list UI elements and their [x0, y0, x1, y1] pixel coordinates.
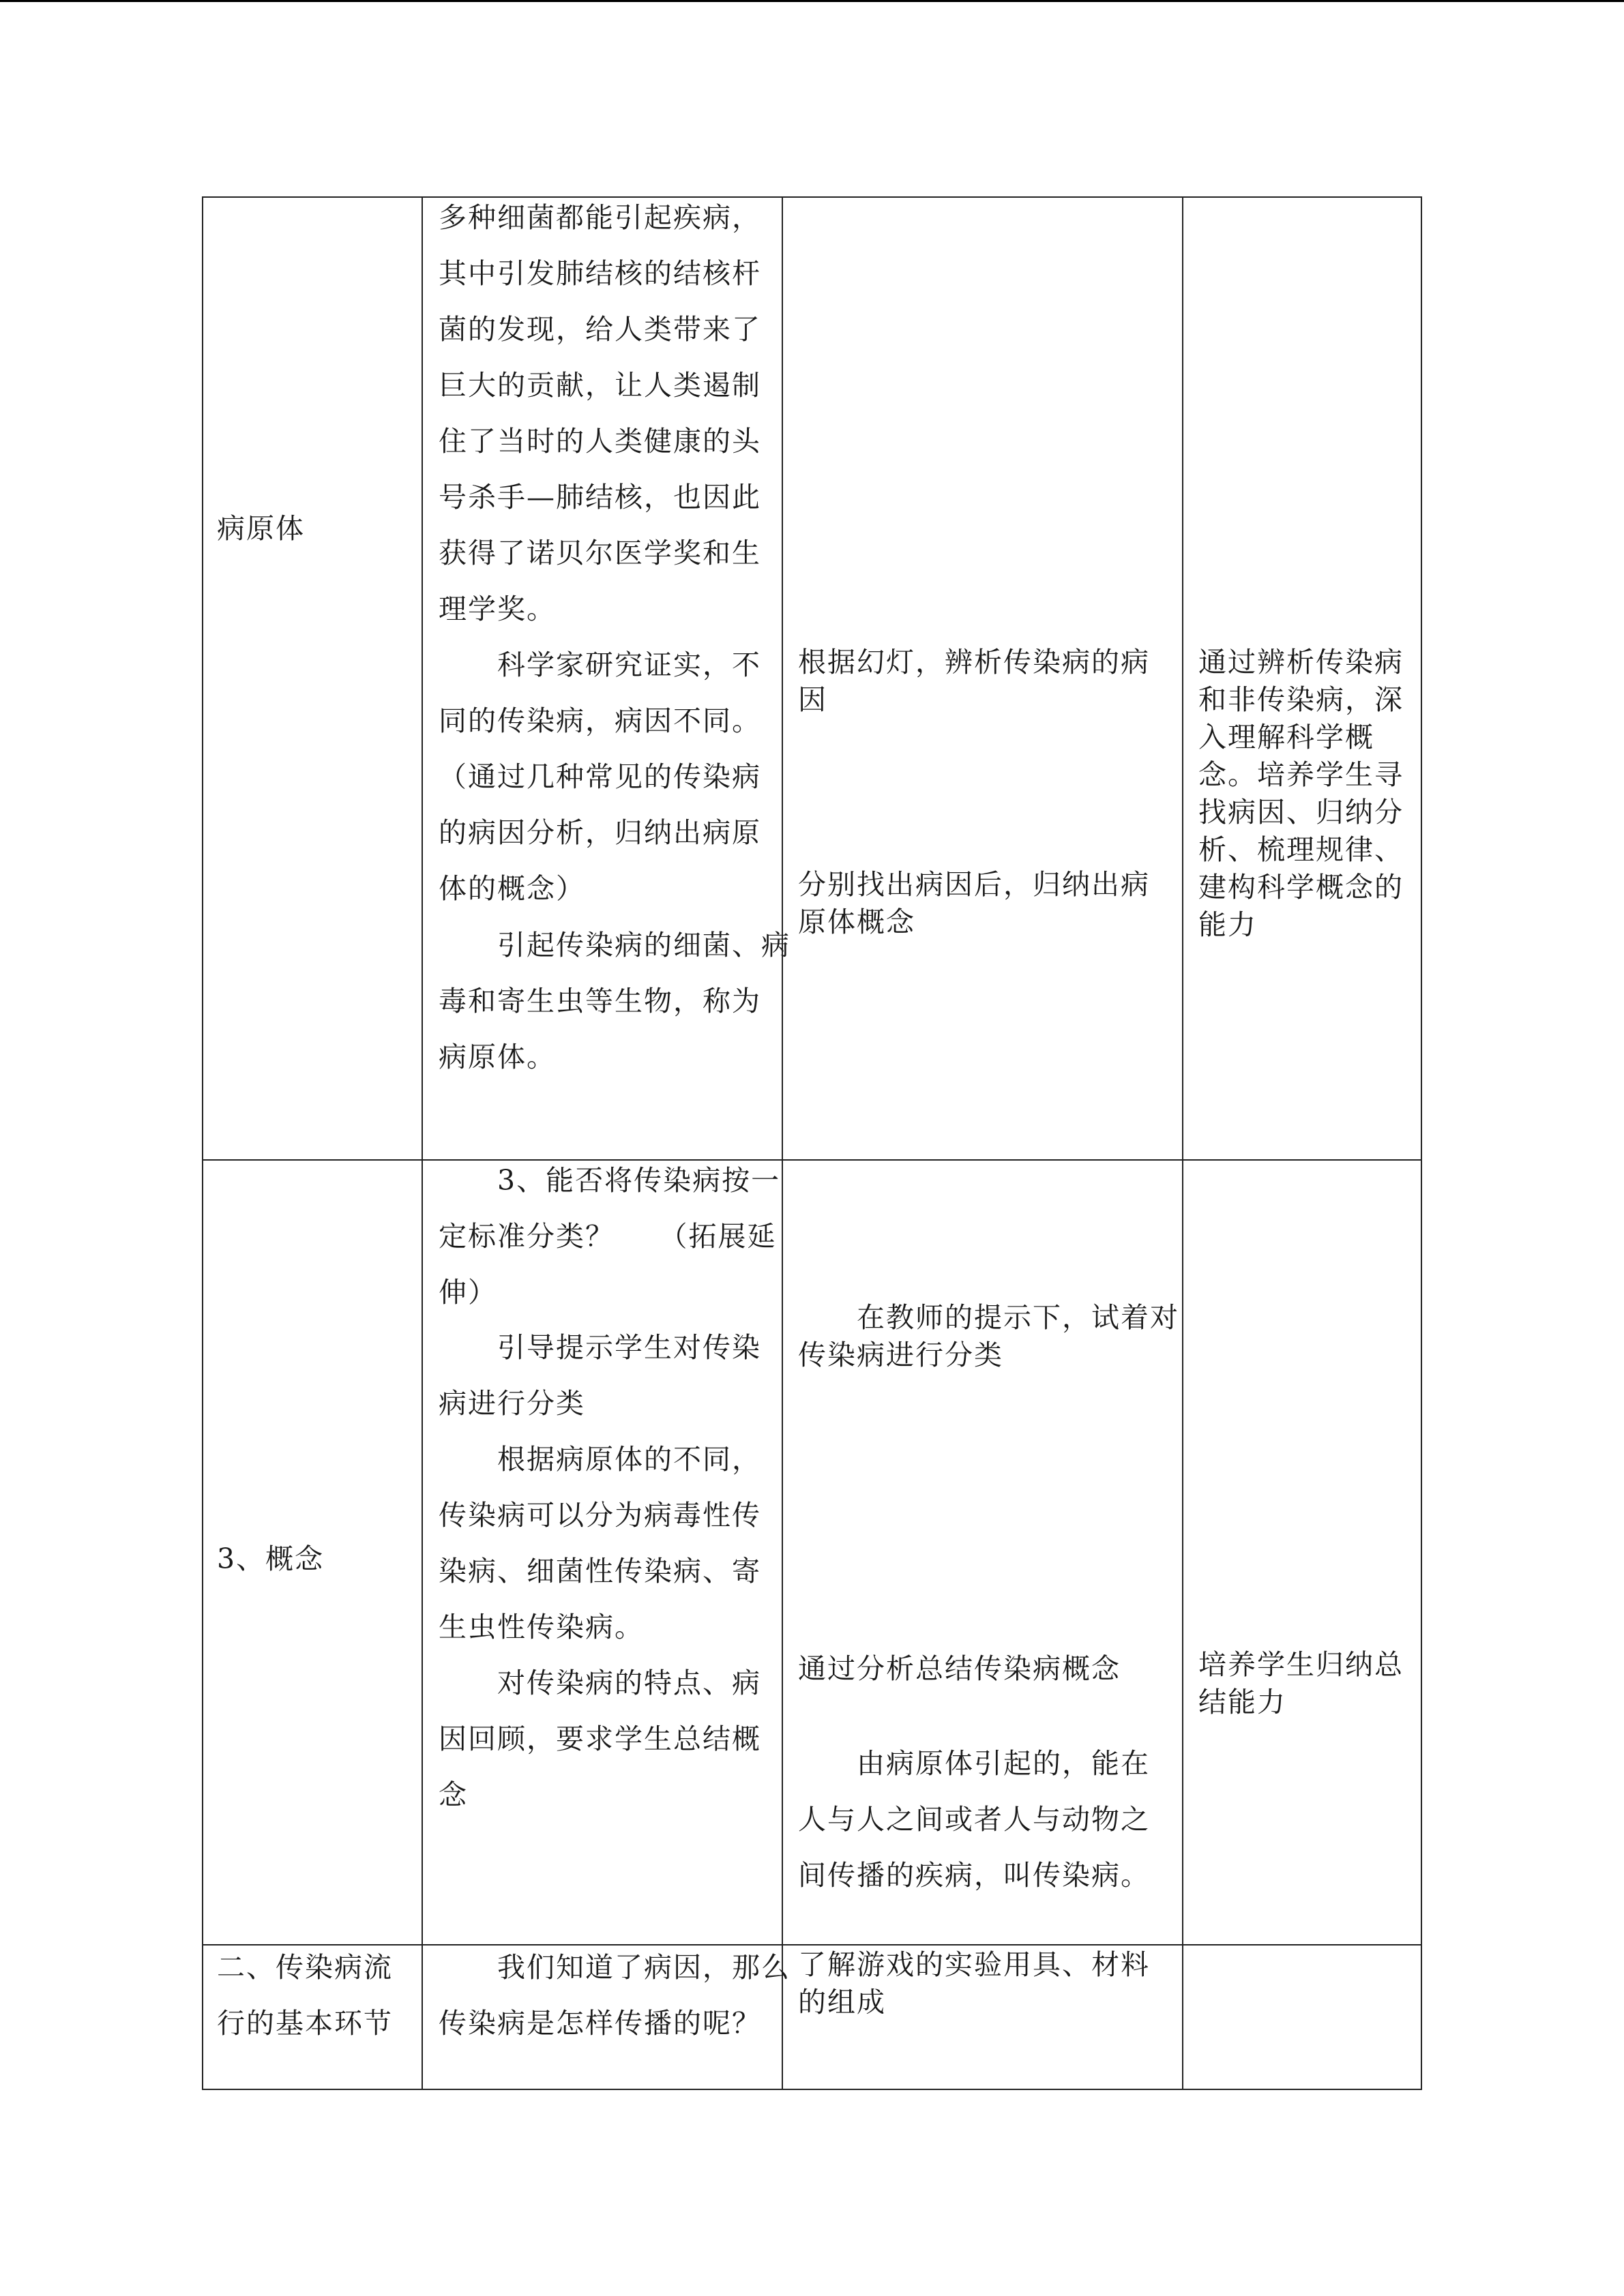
- topic-cell: 病原体: [217, 512, 305, 545]
- student-activity-text: 根据幻灯，辨析传染病的病 因: [798, 646, 1150, 716]
- teacher-activity-text: 对传染病的特点、病 因回顾，要求学生总结概 念: [439, 1667, 761, 1811]
- teacher-activity-text: 引导提示学生对传染 病进行分类: [439, 1331, 761, 1420]
- student-activity-text: 由病原体引起的，能在 人与人之间或者人与动物之 间传播的疾病，叫传染病。: [798, 1747, 1150, 1892]
- teacher-activity-text: 多种细菌都能引起疾病， 其中引发肺结核的结核杆 菌的发现，给人类带来了 巨大的贡献，让人类遏制 住了当时的人类健康的头 号杀手—肺结核，也因此 获得了诺贝尔医学奖和生 理学奖。: [439, 201, 761, 625]
- teacher-activity-text: 根据病原体的不同， 传染病可以分为病毒性传 染病、细菌性传染病、寄 生虫性传染病。: [439, 1443, 761, 1643]
- student-activity-text: 通过分析总结传染病概念: [798, 1652, 1121, 1685]
- teacher-activity-text: 我们知道了病因，那么 传染病是怎样传播的呢？: [439, 1951, 791, 2040]
- row-divider: [202, 1159, 1422, 1161]
- topic-cell: 二、传染病流 行的基本环节: [217, 1951, 393, 2040]
- student-activity-text: 分别找出病因后，归纳出病 原体概念: [798, 868, 1150, 938]
- student-activity-text: 了解游戏的实验用具、材料 的组成: [798, 1948, 1150, 2018]
- column-divider: [782, 196, 783, 2090]
- topic-cell: 3、概念: [217, 1542, 325, 1575]
- column-divider: [1182, 196, 1183, 2090]
- teacher-activity-text: 科学家研究证实，不 同的传染病，病因不同。 （通过几种常见的传染病 的病因分析，归纳出病原 体的概念）: [439, 648, 761, 905]
- student-activity-text: 在教师的提示下，试着对 传染病进行分类: [798, 1301, 1179, 1371]
- teacher-activity-text: 3、能否将传染病按一 定标准分类？ （拓展延 伸）: [439, 1164, 781, 1309]
- design-purpose-text: 培养学生归纳总 结能力: [1198, 1648, 1404, 1718]
- column-divider: [422, 196, 423, 2090]
- teacher-activity-text: 引起传染病的细菌、病 毒和寄生虫等生物，称为 病原体。: [439, 929, 791, 1073]
- design-purpose-text: 通过辨析传染病 和非传染病，深 入理解科学概 念。培养学生寻 找病因、归纳分 析、梳理规律、 建构科学概念的 能力: [1198, 646, 1404, 941]
- top-border-line: [0, 0, 1624, 2]
